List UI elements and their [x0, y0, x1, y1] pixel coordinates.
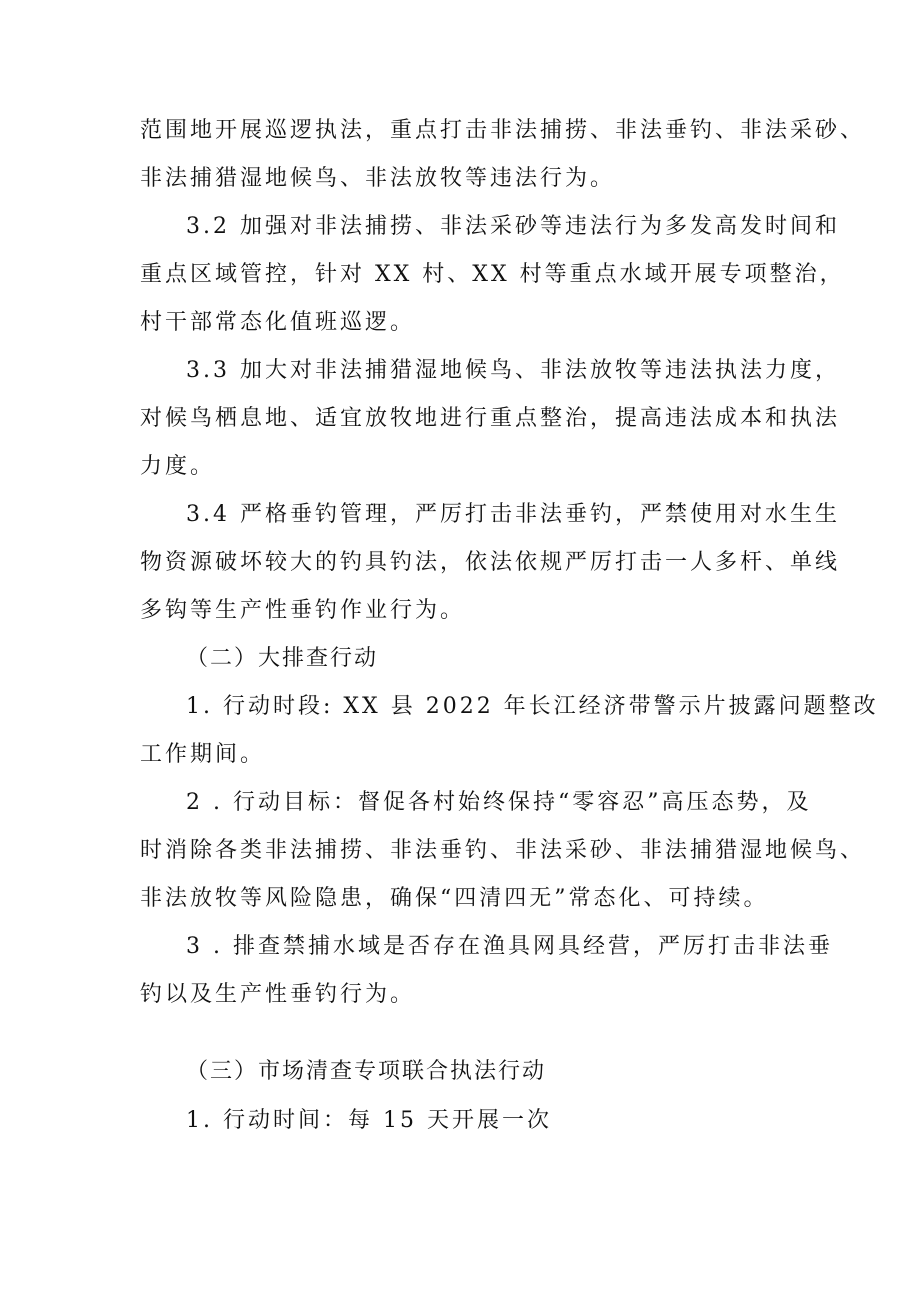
paragraph-line: 工作期间。: [140, 742, 266, 767]
section-heading: （三）市场清查专项联合执法行动: [186, 1059, 547, 1084]
paragraph-line: 钓以及生产性垂钓行为。: [140, 982, 416, 1007]
paragraph-line: 物资源破坏较大的钓具钓法，依法依规严厉打击一人多杆、单线: [140, 550, 841, 575]
paragraph-line: 2 . 行动目标：督促各村始终保持“零容忍”高压态势，及: [186, 790, 812, 815]
paragraph-line: 村干部常态化值班巡逻。: [140, 310, 416, 335]
paragraph-line: 力度。: [140, 454, 216, 479]
paragraph-line: 非法捕猎湿地候鸟、非法放牧等违法行为。: [140, 166, 616, 191]
paragraph-line: 多钩等生产性垂钓作业行为。: [140, 598, 466, 623]
paragraph-line: 范围地开展巡逻执法，重点打击非法捕捞、非法垂钓、非法采砂、: [140, 118, 866, 143]
paragraph-line: 对候鸟栖息地、适宜放牧地进行重点整治，提高违法成本和执法: [140, 406, 841, 431]
paragraph-line: 1. 行动时段: XX 县 2022 年长江经济带警示片披露问题整改: [186, 694, 879, 719]
paragraph-line: 重点区域管控，针对 XX 村、XX 村等重点水域开展专项整治，: [140, 262, 845, 287]
paragraph-line: 3.3 加大对非法捕猎湿地候鸟、非法放牧等违法执法力度，: [186, 358, 840, 383]
paragraph-line: 非法放牧等风险隐患，确保“四清四无”常态化、可持续。: [140, 886, 769, 911]
paragraph-line: 3.4 严格垂钓管理，严厉打击非法垂钓，严禁使用对水生生: [186, 502, 840, 527]
paragraph-line: 时消除各类非法捕捞、非法垂钓、非法采砂、非法捕猎湿地候鸟、: [140, 838, 866, 863]
paragraph-line: 3 . 排查禁捕水域是否存在渔具网具经营，严厉打击非法垂: [186, 934, 833, 959]
paragraph-line: 3.2 加强对非法捕捞、非法采砂等违法行为多发高发时间和: [186, 214, 840, 239]
paragraph-line: 1. 行动时间：每 15 天开展一次: [186, 1108, 552, 1133]
section-heading: （二）大排查行动: [186, 646, 379, 671]
